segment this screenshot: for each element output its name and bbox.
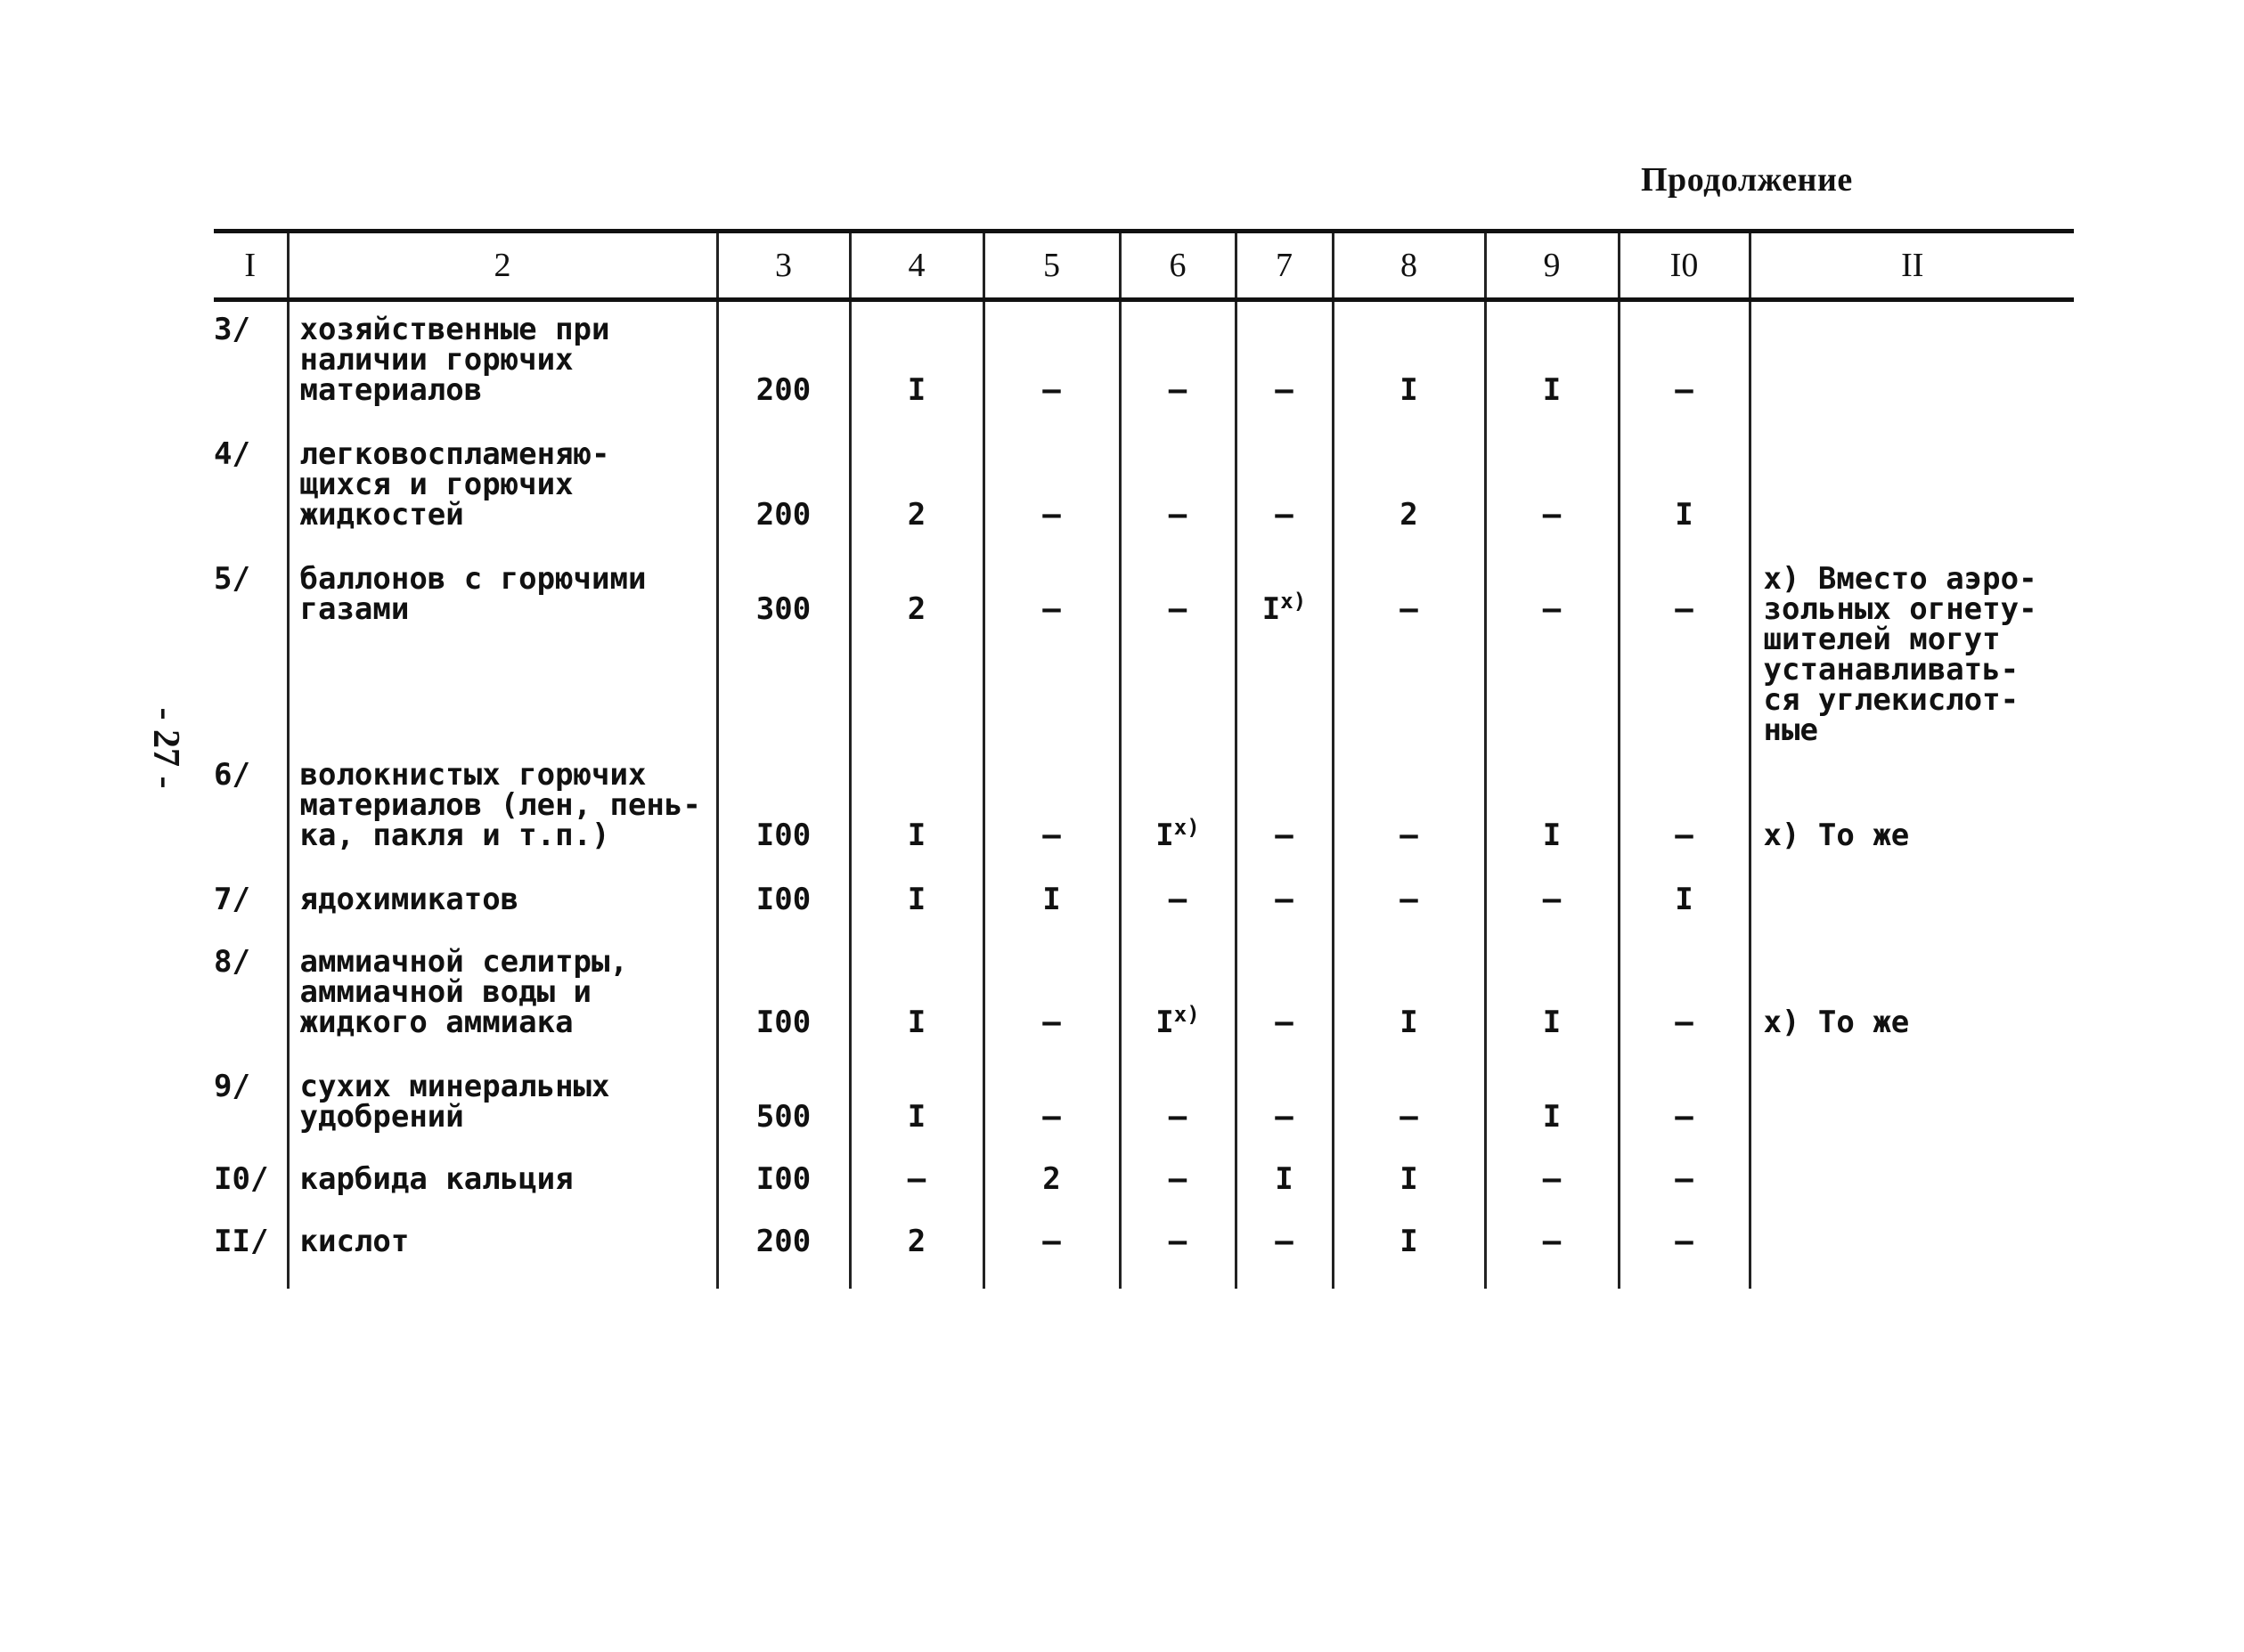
- cell-value: –: [1675, 1224, 1693, 1259]
- value-cell-c3: [717, 947, 850, 1071]
- value-cell-c9: [1485, 314, 1619, 439]
- row-number: 5/: [214, 561, 250, 597]
- value-cell-c9: [1485, 884, 1619, 947]
- note-line: зольных огнету-: [1763, 591, 2037, 627]
- value-cell-c10: [1619, 760, 1750, 884]
- footnote-marker: x): [1173, 815, 1200, 840]
- column-header: 4: [850, 232, 983, 300]
- description-line: газами: [299, 591, 410, 627]
- cell-value: I: [1542, 372, 1562, 408]
- cell-value: I: [1155, 1005, 1174, 1040]
- cell-value: –: [1042, 1005, 1061, 1040]
- cell-value: –: [1168, 882, 1187, 917]
- description-line: удобрений: [299, 1099, 464, 1135]
- cell-value: –: [1275, 1099, 1293, 1135]
- table-row: [214, 1226, 2074, 1289]
- row-description: [288, 1226, 717, 1289]
- note-line: устанавливать-: [1763, 652, 2020, 688]
- value-cell-c5: [983, 947, 1120, 1071]
- table-row: [214, 1071, 2074, 1164]
- row-note: [1750, 947, 2074, 1071]
- value-cell-c8: [1333, 884, 1485, 947]
- description-line: материалов (лен, пень-: [299, 787, 701, 823]
- value-cell-c6: [1120, 1071, 1236, 1164]
- value-cell-c7: [1236, 884, 1333, 947]
- cell-value: –: [1042, 1224, 1061, 1259]
- value-cell-c6: [1120, 947, 1236, 1071]
- value-cell-c7: [1236, 1226, 1333, 1289]
- description-line: хозяйственные при: [299, 312, 610, 347]
- cell-value: I: [907, 882, 926, 917]
- cell-value: 500: [755, 1099, 812, 1135]
- cell-value: –: [1675, 1005, 1693, 1040]
- value-cell-c9: [1485, 947, 1619, 1071]
- value-cell-c7: [1236, 564, 1333, 760]
- cell-value: –: [1168, 372, 1187, 408]
- column-header: I0: [1619, 232, 1750, 300]
- cell-value: –: [1542, 882, 1562, 917]
- table-row: [214, 1164, 2074, 1226]
- cell-value: –: [1275, 1005, 1293, 1040]
- cell-value: –: [1042, 372, 1061, 408]
- table-row: [214, 760, 2074, 884]
- value-cell-c5: [983, 1161, 1120, 1226]
- table-row: [214, 439, 2074, 564]
- row-note: [1750, 1226, 2074, 1289]
- cell-value: –: [1542, 1161, 1562, 1197]
- cell-value: –: [1542, 497, 1562, 533]
- value-cell-c5: [983, 564, 1120, 760]
- cell-value: –: [1399, 1099, 1418, 1135]
- value-cell-c4: [850, 884, 983, 947]
- value-cell-c7: [1236, 314, 1333, 439]
- row-description: [288, 314, 717, 439]
- cell-value: –: [1542, 1224, 1562, 1259]
- cell-value: –: [1675, 818, 1693, 853]
- value-cell-c5: [983, 1226, 1120, 1289]
- description-line: баллонов с горючими: [299, 561, 647, 597]
- cell-value: –: [1542, 591, 1562, 627]
- value-cell-c10: [1619, 1071, 1750, 1164]
- cell-value: I: [1542, 1005, 1562, 1040]
- description-line: аммиачной воды и: [299, 974, 592, 1010]
- cell-value: 2: [907, 1224, 926, 1259]
- row-description: [288, 884, 717, 947]
- row-number: 9/: [214, 1069, 250, 1104]
- value-cell-c6: [1120, 760, 1236, 884]
- value-cell-c8: [1333, 760, 1485, 884]
- cell-value: I: [1399, 1224, 1418, 1259]
- value-cell-c9: [1485, 1226, 1619, 1289]
- cell-value: 200: [755, 372, 812, 408]
- cell-value: –: [907, 1161, 926, 1197]
- cell-value: I: [907, 1099, 926, 1135]
- cell-value: 2: [1399, 497, 1418, 533]
- table-row: [214, 947, 2074, 1071]
- footnote-marker: x): [1280, 589, 1307, 614]
- cell-value: –: [1168, 1099, 1187, 1135]
- cell-value: –: [1168, 591, 1187, 627]
- cell-value: I00: [755, 818, 812, 853]
- value-cell-c10: [1619, 884, 1750, 947]
- cell-value: I: [907, 1005, 926, 1040]
- value-cell-c8: [1333, 439, 1485, 564]
- cell-value: I00: [755, 1161, 812, 1197]
- value-cell-c8: [1333, 1161, 1485, 1226]
- cell-value: –: [1168, 497, 1187, 533]
- row-description: [288, 436, 717, 564]
- value-cell-c7: [1236, 1071, 1333, 1164]
- value-cell-c9: [1485, 439, 1619, 564]
- value-cell-c10: [1619, 1226, 1750, 1289]
- cell-value: –: [1399, 591, 1418, 627]
- description-line: сухих минеральных: [299, 1069, 610, 1104]
- cell-value: –: [1042, 1099, 1061, 1135]
- cell-value: I: [1542, 1099, 1562, 1135]
- value-cell-c10: [1619, 947, 1750, 1071]
- cell-value: I: [1042, 882, 1061, 917]
- cell-value: I: [1275, 1161, 1293, 1197]
- description-line: ядохимикатов: [299, 882, 519, 917]
- description-line: кислот: [299, 1224, 410, 1259]
- column-header: 9: [1485, 232, 1619, 300]
- value-cell-c8: [1333, 1071, 1485, 1164]
- value-cell-c9: [1485, 1161, 1619, 1226]
- cell-value: –: [1168, 1161, 1187, 1197]
- value-cell-c8: [1333, 564, 1485, 760]
- value-cell-c4: [850, 1161, 983, 1226]
- cell-value: I: [1675, 497, 1693, 533]
- value-cell-c10: [1619, 314, 1750, 439]
- value-cell-c3: [717, 314, 850, 439]
- value-cell-c8: [1333, 314, 1485, 439]
- description-line: волокнистых горючих: [299, 757, 647, 793]
- row-number: II/: [214, 1224, 269, 1259]
- cell-value: –: [1275, 882, 1293, 917]
- cell-value: I00: [755, 882, 812, 917]
- cell-value: 2: [907, 497, 926, 533]
- row-note: [1750, 439, 2074, 564]
- column-header: 7: [1236, 232, 1333, 300]
- page-number: - 27 -: [145, 707, 186, 789]
- row-description: [288, 561, 717, 760]
- cell-value: –: [1675, 372, 1693, 408]
- cell-value: I: [1675, 882, 1693, 917]
- description-line: наличии горючих: [299, 342, 574, 378]
- cell-value: –: [1042, 591, 1061, 627]
- value-cell-c4: [850, 314, 983, 439]
- value-cell-c10: [1619, 439, 1750, 564]
- column-header: 3: [717, 232, 850, 300]
- value-cell-c7: [1236, 760, 1333, 884]
- value-cell-c3: [717, 1226, 850, 1289]
- row-number: 6/: [214, 757, 250, 793]
- cell-value: –: [1675, 591, 1693, 627]
- row-number: I0/: [214, 1161, 269, 1197]
- note-line: x) Вместо аэро-: [1763, 561, 2037, 597]
- value-cell-c6: [1120, 564, 1236, 760]
- cell-value: I: [1399, 1005, 1418, 1040]
- cell-value: 200: [755, 497, 812, 533]
- row-description: [288, 1161, 717, 1226]
- value-cell-c8: [1333, 1226, 1485, 1289]
- cell-value: –: [1042, 497, 1061, 533]
- continuation-label: Продолжение: [1641, 161, 1853, 199]
- value-cell-c9: [1485, 564, 1619, 760]
- row-note: [1750, 760, 2074, 884]
- row-number: 7/: [214, 882, 250, 917]
- value-cell-c6: [1120, 1161, 1236, 1226]
- row-description: [288, 1071, 717, 1164]
- value-cell-c10: [1619, 564, 1750, 760]
- cell-value: –: [1275, 497, 1293, 533]
- column-header: I: [214, 232, 288, 300]
- table-row: [214, 564, 2074, 760]
- cell-value: I00: [755, 1005, 812, 1040]
- note-line: x) То же: [1763, 1005, 1910, 1040]
- note-line: ся углекислот-: [1763, 682, 2020, 718]
- value-cell-c3: [717, 884, 850, 947]
- cell-value: –: [1042, 818, 1061, 853]
- table-row: [214, 314, 2074, 439]
- cell-value: –: [1399, 818, 1418, 853]
- equipment-table: [214, 229, 2074, 1289]
- row-note: [1750, 561, 2074, 760]
- value-cell-c5: [983, 884, 1120, 947]
- value-cell-c9: [1485, 1071, 1619, 1164]
- cell-value: 200: [755, 1224, 812, 1259]
- value-cell-c6: [1120, 1226, 1236, 1289]
- value-cell-c5: [983, 314, 1120, 439]
- cell-value: –: [1275, 818, 1293, 853]
- cell-value: I: [1155, 818, 1174, 853]
- row-note: [1750, 884, 2074, 947]
- description-line: щихся и горючих: [299, 467, 574, 502]
- cell-value: I: [907, 818, 926, 853]
- column-header: 6: [1120, 232, 1236, 300]
- cell-value: –: [1275, 372, 1293, 408]
- column-header: 8: [1333, 232, 1485, 300]
- row-description: [288, 757, 717, 884]
- description-line: карбида кальция: [299, 1161, 574, 1197]
- description-line: жидкостей: [299, 497, 464, 533]
- note-line: шителей могут: [1763, 622, 2001, 657]
- value-cell-c4: [850, 439, 983, 564]
- cell-value: –: [1675, 1099, 1693, 1135]
- value-cell-c4: [850, 1071, 983, 1164]
- description-line: материалов: [299, 372, 483, 408]
- note-line: x) То же: [1763, 818, 1910, 853]
- cell-value: 300: [755, 591, 812, 627]
- value-cell-c7: [1236, 947, 1333, 1071]
- cell-value: –: [1675, 1161, 1693, 1197]
- cell-value: –: [1168, 1224, 1187, 1259]
- cell-value: I: [907, 372, 926, 408]
- cell-value: I: [1261, 591, 1281, 627]
- column-header: II: [1750, 232, 2074, 300]
- description-line: жидкого аммиака: [299, 1005, 574, 1040]
- value-cell-c6: [1120, 884, 1236, 947]
- row-number: 8/: [214, 944, 250, 980]
- column-header: 5: [983, 232, 1120, 300]
- value-cell-c10: [1619, 1161, 1750, 1226]
- value-cell-c3: [717, 1161, 850, 1226]
- value-cell-c3: [717, 564, 850, 760]
- cell-value: 2: [1042, 1161, 1061, 1197]
- value-cell-c5: [983, 439, 1120, 564]
- value-cell-c6: [1120, 314, 1236, 439]
- value-cell-c3: [717, 1071, 850, 1164]
- value-cell-c3: [717, 760, 850, 884]
- value-cell-c4: [850, 564, 983, 760]
- value-cell-c5: [983, 760, 1120, 884]
- value-cell-c8: [1333, 947, 1485, 1071]
- description-line: ка, пакля и т.п.): [299, 818, 610, 853]
- footnote-marker: x): [1173, 1002, 1200, 1027]
- value-cell-c4: [850, 760, 983, 884]
- table-body: [214, 300, 2074, 1290]
- column-header: 2: [288, 232, 717, 300]
- row-number: 4/: [214, 436, 250, 472]
- value-cell-c9: [1485, 760, 1619, 884]
- value-cell-c3: [717, 439, 850, 564]
- value-cell-c5: [983, 1071, 1120, 1164]
- cell-value: I: [1399, 1161, 1418, 1197]
- description-line: аммиачной селитры,: [299, 944, 628, 980]
- row-number: 3/: [214, 312, 250, 347]
- description-line: легковоспламеняю-: [299, 436, 610, 472]
- row-note: [1750, 314, 2074, 439]
- cell-value: –: [1275, 1224, 1293, 1259]
- cell-value: 2: [907, 591, 926, 627]
- value-cell-c6: [1120, 439, 1236, 564]
- value-cell-c7: [1236, 1161, 1333, 1226]
- cell-value: I: [1542, 818, 1562, 853]
- row-description: [288, 944, 717, 1071]
- table-header-row: [214, 232, 2074, 300]
- table-row: [214, 884, 2074, 947]
- cell-value: I: [1399, 372, 1418, 408]
- cell-value: –: [1399, 882, 1418, 917]
- row-note: [1750, 1071, 2074, 1164]
- value-cell-c4: [850, 1226, 983, 1289]
- value-cell-c4: [850, 947, 983, 1071]
- note-line: ные: [1763, 712, 1818, 748]
- row-note: [1750, 1164, 2074, 1226]
- value-cell-c7: [1236, 439, 1333, 564]
